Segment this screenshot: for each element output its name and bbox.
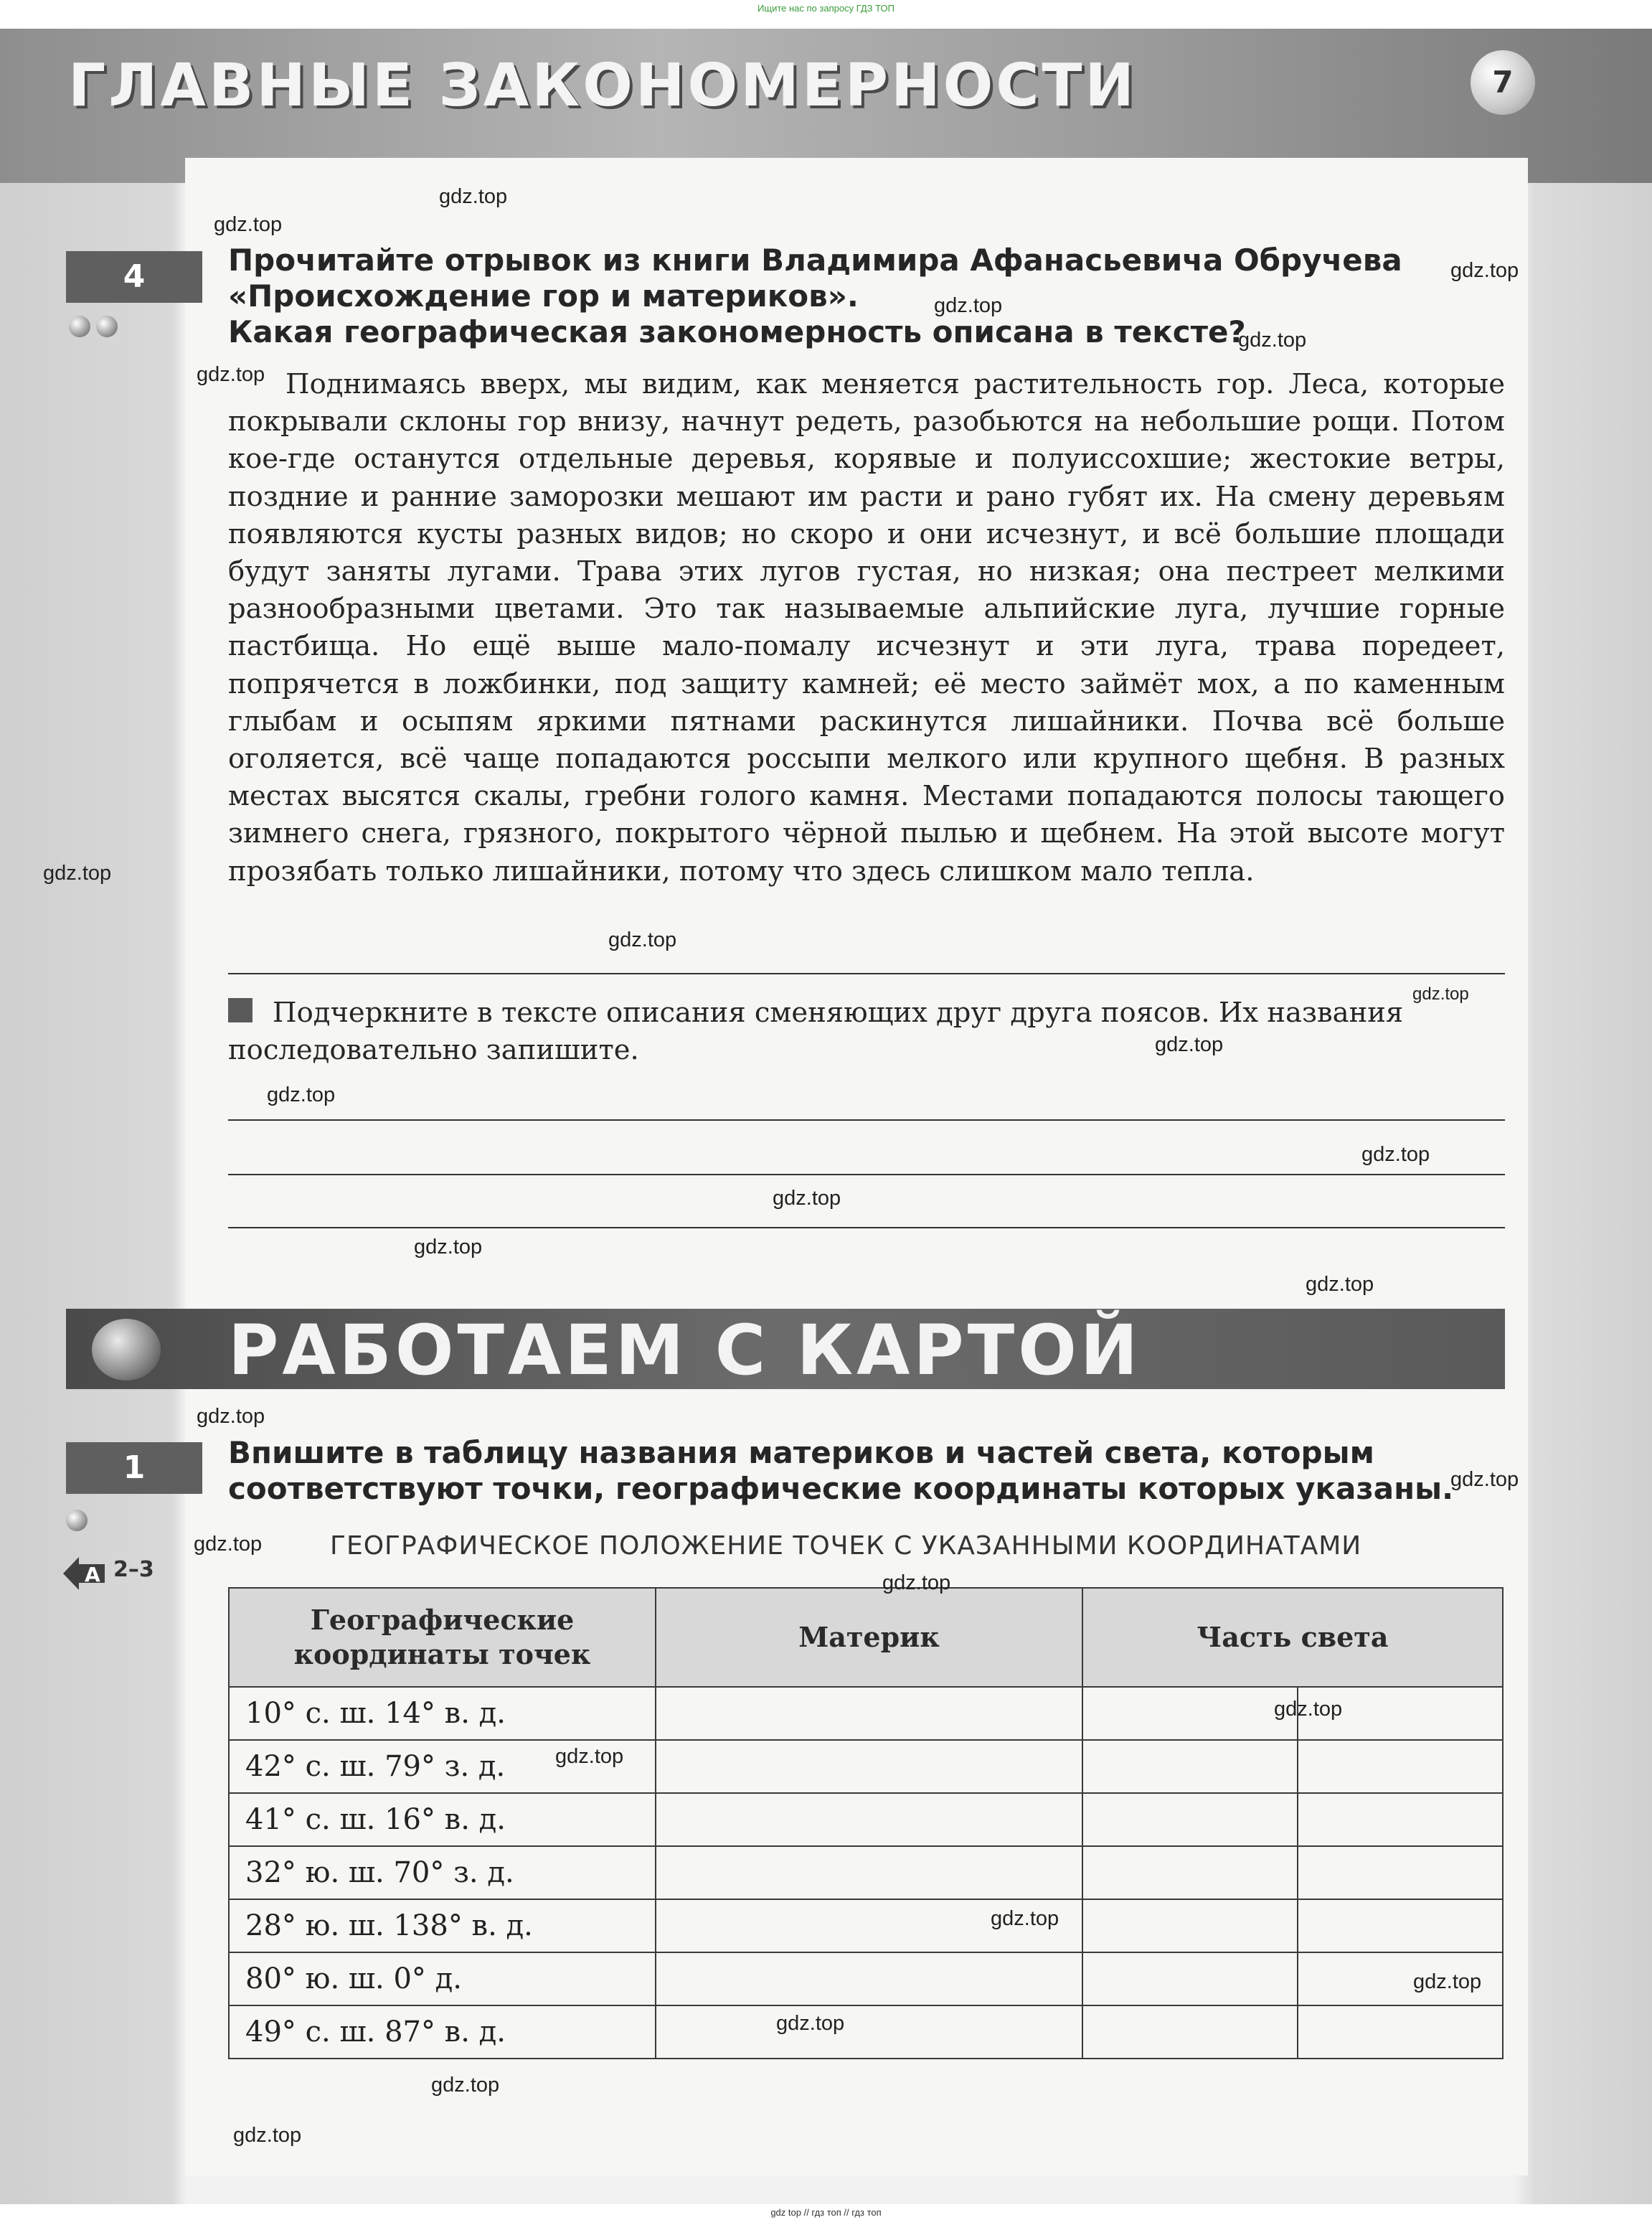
watermark: gdz.top	[1412, 984, 1469, 1004]
part-of-world-answer-cell[interactable]	[1298, 1899, 1503, 1952]
coordinates-table	[228, 1587, 1504, 2059]
part-of-world-answer-cell[interactable]	[1298, 1846, 1503, 1899]
watermark: gdz.top	[882, 1571, 951, 1594]
task-1-badge: 1	[66, 1442, 202, 1494]
watermark: gdz.top	[1413, 1970, 1482, 1993]
part-of-world-answer-cell[interactable]	[1082, 1846, 1298, 1899]
part-of-world-answer-cell[interactable]	[1298, 2005, 1503, 2059]
table-row	[229, 1846, 1503, 1899]
bottom-site-note: gdz top // гдз топ // гдз топ	[770, 2207, 882, 2218]
coordinates-cell: 32° ю. ш. 70° з. д.	[229, 1846, 656, 1899]
task-4-title-line: «Происхождение гор и материков».	[228, 278, 859, 314]
watermark: gdz.top	[194, 1533, 263, 1556]
book-excerpt: Поднимаясь вверх, мы видим, как меняется растительность гор. Леса, которые покрывали склоны гор внизу, начнут редеть, разобьются на небольшие рощи. Потом кое-где останутся отдельные деревья, корявые и полуиссохшие; жестокие ветры, поздние и ранние заморозки мешают им расти и рано губят их. На смену деревьям появляются кусты разных видов; но скоро и они исчезнут, и всё большие площади будут заняты лугами. Трава этих лугов густая, но низкая; она пестреет мелкими разнообразными цветами. Это так называемые альпийские луга, лучшие горные пастбища. Но ещё выше мало-помалу исчезнут и эти луга, трава поредеет, попрячется в ложбинки, под защиту камней; её место займёт мох, а по каменным глыбам и осыпям яркими пятнами раскинутся лишайники. Почва всё больше оголяется, всё чаще попадаются россыпи мелкого или крупного щебня. В разных местах высятся скалы, гребни голого камня. Местами попадаются полосы тающего зимнего снега, грязного, покрытого чёрной пылью и щебнем. На этой высоте могут прозябать только лишайники, потому что здесь слишком мало тепла.	[228, 368, 1505, 888]
atlas-letter: А	[85, 1563, 100, 1586]
continent-answer-cell[interactable]	[656, 1687, 1082, 1740]
table-row	[229, 1952, 1503, 2005]
watermark: gdz.top	[991, 1907, 1059, 1930]
watermark: gdz.top	[439, 185, 508, 208]
column-header: Географические координаты точек	[229, 1588, 656, 1687]
watermark: gdz.top	[555, 1745, 624, 1768]
part-of-world-answer-cell[interactable]	[1082, 1899, 1298, 1952]
table-row	[229, 1793, 1503, 1846]
atlas-pages: 2–3	[113, 1557, 154, 1582]
table-row	[229, 2005, 1503, 2059]
task-4-title	[228, 243, 1402, 350]
part-of-world-answer-cell[interactable]	[1082, 1952, 1298, 2005]
chapter-title: ГЛАВНЫЕ ЗАКОНОМЕРНОСТИ	[68, 52, 1138, 120]
task-1-title-line: соответствуют точки, географические координаты которых указаны.	[228, 1471, 1454, 1506]
watermark: gdz.top	[1155, 1033, 1224, 1056]
watermark: gdz.top	[608, 928, 677, 951]
part-of-world-answer-cell[interactable]	[1298, 1793, 1503, 1846]
task-4-badge: 4	[66, 251, 202, 303]
difficulty-dot-icon	[96, 316, 118, 337]
watermark: gdz.top	[1274, 1698, 1343, 1721]
watermark: gdz.top	[934, 294, 1003, 317]
task-4-title-line: Прочитайте отрывок из книги Владимира Афанасьевича Обручева	[228, 243, 1402, 278]
part-of-world-answer-cell[interactable]	[1082, 1793, 1298, 1846]
globe-icon	[92, 1319, 161, 1380]
watermark: gdz.top	[43, 862, 112, 885]
answer-line[interactable]	[228, 1119, 1505, 1121]
page-number: 7	[1471, 50, 1535, 115]
coordinates-cell: 49° с. ш. 87° в. д.	[229, 2005, 656, 2059]
coordinates-cell: 42° с. ш. 79° з. д.	[229, 1740, 656, 1793]
task-1-title-line: Впишите в таблицу названия материков и частей света, которым	[228, 1435, 1374, 1470]
watermark: gdz.top	[1306, 1273, 1374, 1296]
continent-answer-cell[interactable]	[656, 1846, 1082, 1899]
watermark: gdz.top	[1450, 259, 1519, 282]
watermark: gdz.top	[267, 1083, 336, 1106]
watermark: gdz.top	[233, 2124, 302, 2147]
watermark: gdz.top	[1361, 1143, 1430, 1166]
atlas-arrow-icon	[63, 1556, 106, 1591]
watermark: gdz.top	[773, 1187, 841, 1210]
watermark: gdz.top	[414, 1236, 483, 1259]
part-of-world-answer-cell[interactable]	[1298, 1740, 1503, 1793]
answer-line[interactable]	[228, 973, 1505, 974]
table-caption: ГЕОГРАФИЧЕСКОЕ ПОЛОЖЕНИЕ ТОЧЕК С УКАЗАННЫМИ КООРДИНАТАМИ	[330, 1531, 1362, 1561]
coordinates-cell: 41° с. ш. 16° в. д.	[229, 1793, 656, 1846]
watermark: gdz.top	[776, 2012, 845, 2035]
answer-line[interactable]	[228, 1174, 1505, 1175]
answer-line[interactable]	[228, 1227, 1505, 1228]
continent-answer-cell[interactable]	[656, 1740, 1082, 1793]
continent-answer-cell[interactable]	[656, 2005, 1082, 2059]
watermark: gdz.top	[1450, 1468, 1519, 1491]
watermark: gdz.top	[214, 213, 283, 236]
coordinates-cell: 10° с. ш. 14° в. д.	[229, 1687, 656, 1740]
column-header: Часть света	[1082, 1588, 1503, 1687]
table-row	[229, 1740, 1503, 1793]
table-row	[229, 1899, 1503, 1952]
section-title: РАБОТАЕМ С КАРТОЙ	[228, 1310, 1142, 1391]
watermark: gdz.top	[431, 2074, 500, 2097]
task-4-title-line: Какая географическая закономерность описана в тексте?	[228, 314, 1246, 349]
top-site-note: Ищите нас по запросу ГДЗ ТОП	[757, 3, 895, 14]
watermark: gdz.top	[1238, 329, 1307, 352]
continent-answer-cell[interactable]	[656, 1793, 1082, 1846]
continent-answer-cell[interactable]	[656, 1952, 1082, 2005]
task-4-instruction: Подчеркните в тексте описания сменяющих друг друга поясов. Их названия последовательно запишите.	[228, 997, 1404, 1066]
table-header-row	[229, 1588, 1503, 1687]
part-of-world-answer-cell[interactable]	[1082, 1687, 1298, 1740]
column-header: Материк	[656, 1588, 1082, 1687]
difficulty-dot-icon	[69, 316, 90, 337]
watermark: gdz.top	[197, 1405, 265, 1428]
coordinates-cell: 80° ю. ш. 0° д.	[229, 1952, 656, 2005]
part-of-world-answer-cell[interactable]	[1082, 1740, 1298, 1793]
watermark: gdz.top	[197, 363, 265, 386]
coordinates-cell: 28° ю. ш. 138° в. д.	[229, 1899, 656, 1952]
difficulty-dot-icon	[66, 1510, 88, 1531]
part-of-world-answer-cell[interactable]	[1082, 2005, 1298, 2059]
task-1-title	[228, 1435, 1453, 1507]
